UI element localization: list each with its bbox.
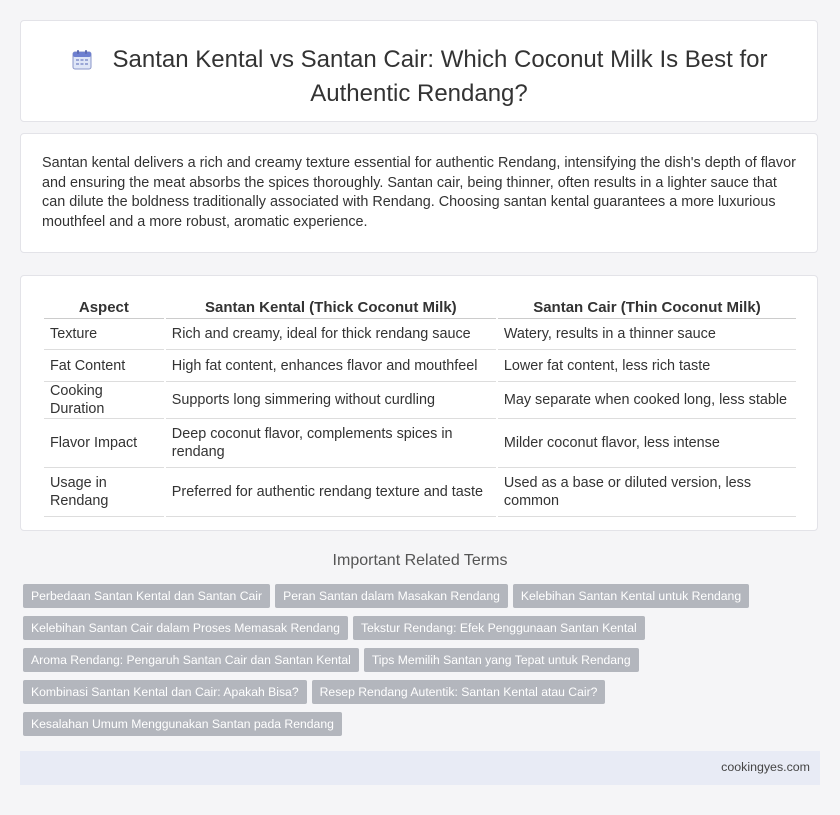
table-row bbox=[44, 382, 796, 419]
related-terms-heading: Important Related Terms bbox=[332, 552, 508, 569]
header-aspect: Aspect bbox=[44, 296, 164, 319]
cell-cair: Watery, results in a thinner sauce bbox=[498, 319, 796, 350]
related-tag[interactable]: Peran Santan dalam Masakan Rendang bbox=[275, 584, 508, 608]
related-tag[interactable]: Resep Rendang Autentik: Santan Kental atau Cair? bbox=[312, 680, 606, 704]
related-tags bbox=[23, 584, 823, 744]
cell-aspect: Cooking Duration bbox=[44, 382, 164, 419]
header-santan-cair: Santan Cair (Thin Coconut Milk) bbox=[498, 296, 796, 319]
cell-aspect: Flavor Impact bbox=[44, 419, 164, 468]
cell-cair: Milder coconut flavor, less intense bbox=[498, 419, 796, 468]
table-row bbox=[44, 468, 796, 517]
related-tag[interactable]: Kelebihan Santan Cair dalam Proses Memasak Rendang bbox=[23, 616, 348, 640]
page-title bbox=[21, 45, 817, 109]
related-tag[interactable]: Tips Memilih Santan yang Tepat untuk Rendang bbox=[364, 648, 639, 672]
cell-kental: Rich and creamy, ideal for thick rendang sauce bbox=[166, 319, 496, 350]
comparison-table bbox=[42, 296, 798, 517]
related-tag[interactable]: Perbedaan Santan Kental dan Santan Cair bbox=[23, 584, 270, 608]
table-row bbox=[44, 319, 796, 350]
table-row bbox=[44, 419, 796, 468]
intro-card bbox=[20, 133, 818, 253]
cell-kental: Supports long simmering without curdling bbox=[166, 382, 496, 419]
cell-kental: Preferred for authentic rendang texture and taste bbox=[166, 468, 496, 517]
related-tag[interactable]: Kelebihan Santan Kental untuk Rendang bbox=[513, 584, 749, 608]
header-santan-kental: Santan Kental (Thick Coconut Milk) bbox=[166, 296, 496, 319]
related-tag[interactable]: Kesalahan Umum Menggunakan Santan pada Rendang bbox=[23, 712, 342, 736]
cell-aspect: Usage in Rendang bbox=[44, 468, 164, 517]
intro-paragraph: Santan kental delivers a rich and creamy texture essential for authentic Rendang, intensifying the dish's depth of flavor and ensuring the meat absorbs the spices thoroughly. Santan cair, being thinner, often results in a lighter sauce that can dilute the boldness traditionally associated with Rendang. Choosing santan kental guarantees a more luxurious mouthfeel and a more robust, aromatic experience. bbox=[42, 155, 796, 230]
cell-cair: May separate when cooked long, less stable bbox=[498, 382, 796, 419]
cell-cair: Used as a base or diluted version, less common bbox=[498, 468, 796, 517]
cell-cair: Lower fat content, less rich taste bbox=[498, 350, 796, 382]
table-header-row bbox=[44, 296, 796, 319]
calendar-icon bbox=[71, 49, 93, 79]
cell-aspect: Texture bbox=[44, 319, 164, 350]
page-title-text: Santan Kental vs Santan Cair: Which Coconut Milk Is Best for Authentic Rendang? bbox=[112, 46, 768, 107]
cell-aspect: Fat Content bbox=[44, 350, 164, 382]
comparison-card bbox=[20, 275, 818, 531]
related-tag[interactable]: Tekstur Rendang: Efek Penggunaan Santan Kental bbox=[353, 616, 645, 640]
footer bbox=[20, 751, 820, 785]
table-row bbox=[44, 350, 796, 382]
footer-site-link[interactable]: cookingyes.com bbox=[721, 760, 810, 774]
cell-kental: High fat content, enhances flavor and mouthfeel bbox=[166, 350, 496, 382]
title-card bbox=[20, 20, 818, 122]
cell-kental: Deep coconut flavor, complements spices in rendang bbox=[166, 419, 496, 468]
related-tag[interactable]: Aroma Rendang: Pengaruh Santan Cair dan Santan Kental bbox=[23, 648, 359, 672]
related-tag[interactable]: Kombinasi Santan Kental dan Cair: Apakah Bisa? bbox=[23, 680, 307, 704]
